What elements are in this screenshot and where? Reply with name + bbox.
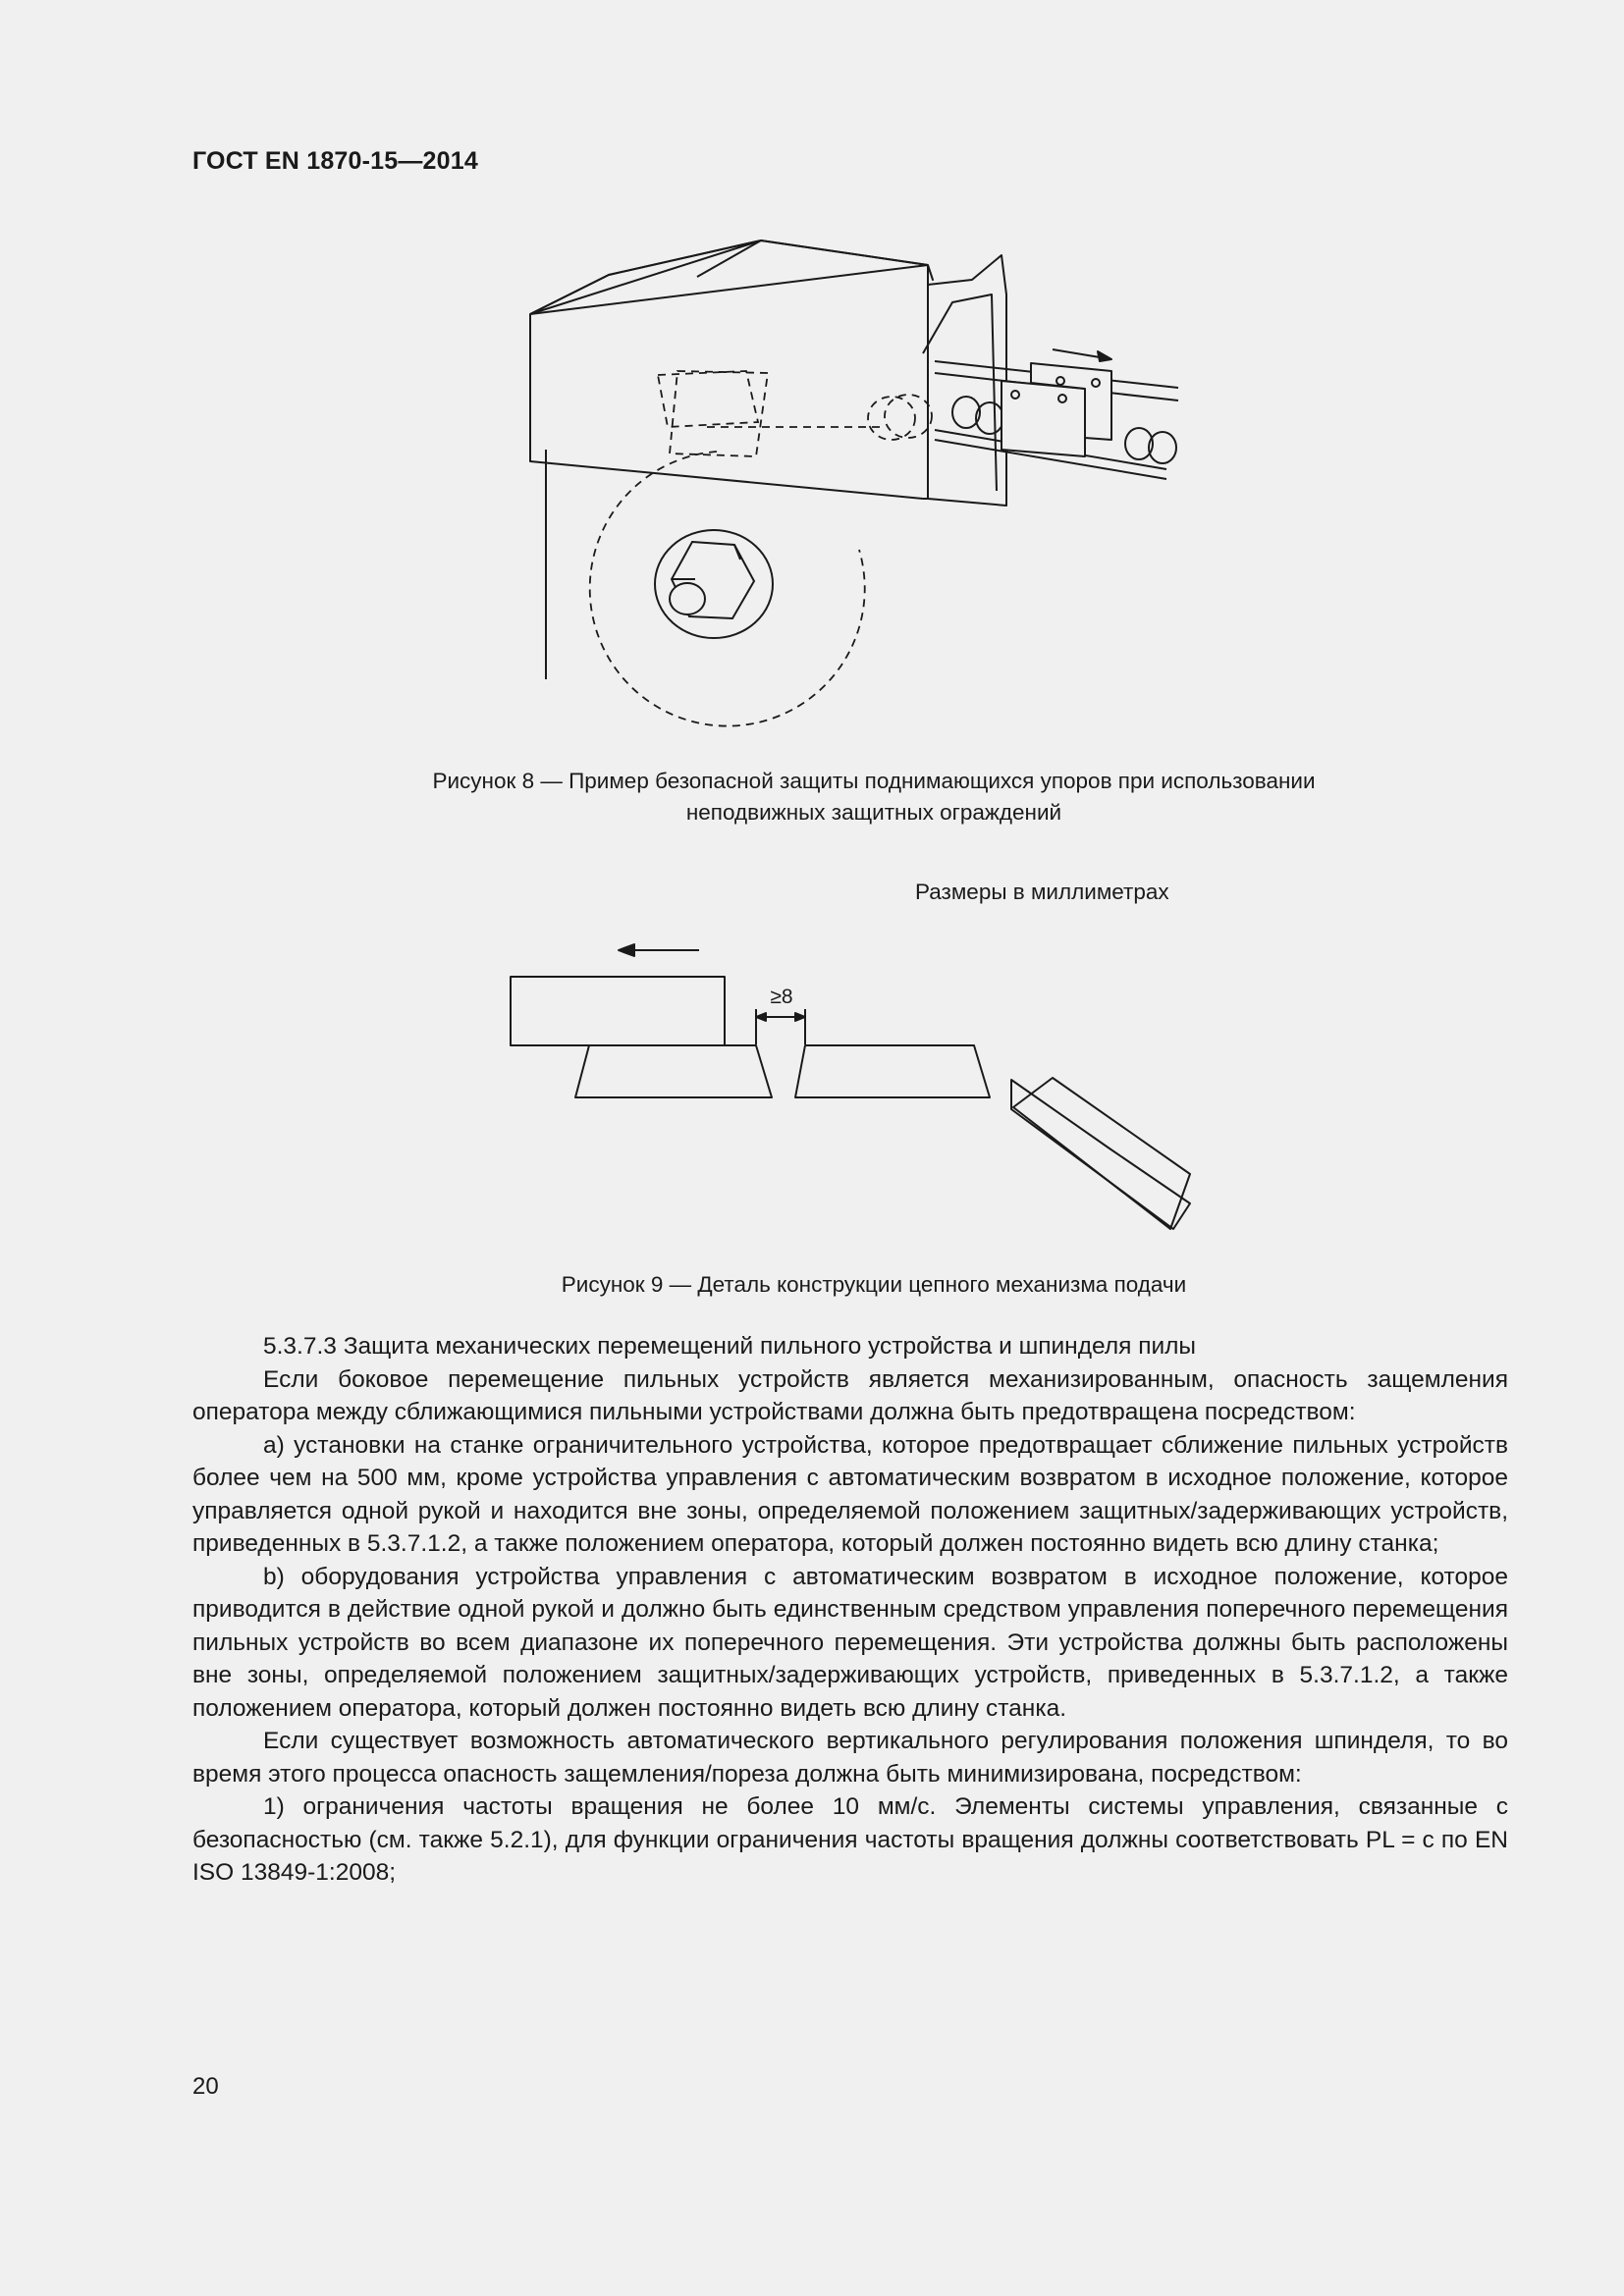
page-number: 20 bbox=[192, 2073, 219, 2100]
figure-8-drawing bbox=[511, 226, 1198, 736]
figure-8-caption-line1: Рисунок 8 — Пример безопасной защиты поднимающихся упоров при использовании bbox=[432, 769, 1316, 793]
paragraph: b) оборудования устройства управления с автоматическим возвратом в исходное положение, которое приводится в действие одной рукой и должно быть единственным средством управления поперечного перемещения пильных устройств во всем диапазоне их поперечного перемещения. Эти устройства должны быть расположены вне зоны, определяемой положением защитных/задерживающих устройств, приведенных в 5.3.7.1.2, а также положением оператора, который должен постоянно видеть всю длину станка. bbox=[192, 1563, 1508, 1722]
paragraph: 1) ограничения частоты вращения не более 10 мм/с. Элементы системы управления, связанные с безопасностью (см. также 5.2.1), для функции ограничения частоты вращения должны соответствовать PL = с по EN ISO 13849-1:2008; bbox=[192, 1793, 1508, 1886]
dimension-label: ≥8 bbox=[770, 986, 793, 1008]
paragraph: 5.3.7.3 Защита механических перемещений пильного устройства и шпинделя пилы bbox=[263, 1333, 1197, 1360]
figure-8-caption-line2: неподвижных защитных ограждений bbox=[685, 800, 1062, 825]
units-note: Размеры в миллиметрах bbox=[915, 880, 1169, 904]
figure-9-caption: Рисунок 9 — Деталь конструкции цепного механизма подачи bbox=[561, 1272, 1187, 1297]
paragraph: а) установки на станке ограничительного устройства, которое предотвращает сближение пильных устройств более чем на 500 мм, кроме устройства управления с автоматическим возвратом в исходное положение, которое управляется одной рукой и находится вне зоны, определяемой положением защитных/задерживающих устройств, приведенных в 5.3.7.1.2, а также положением оператора, который должен постоянно видеть всю длину станка; bbox=[192, 1431, 1508, 1557]
document-header: ГОСТ EN 1870-15—2014 bbox=[192, 147, 478, 175]
figure-9-drawing bbox=[491, 933, 1218, 1247]
figure-8-caption bbox=[196, 766, 1551, 828]
body-text bbox=[192, 1330, 1508, 1890]
paragraph: Если боковое перемещение пильных устройств является механизированным, опасность защемления оператора между сближающимися пильными устройствами должна быть предотвращена посредством: bbox=[192, 1365, 1508, 1425]
paragraph: Если существует возможность автоматического вертикального регулирования положения шпинделя, то во время этого процесса опасность защемления/пореза должна быть минимизирована, посредством: bbox=[192, 1728, 1508, 1788]
